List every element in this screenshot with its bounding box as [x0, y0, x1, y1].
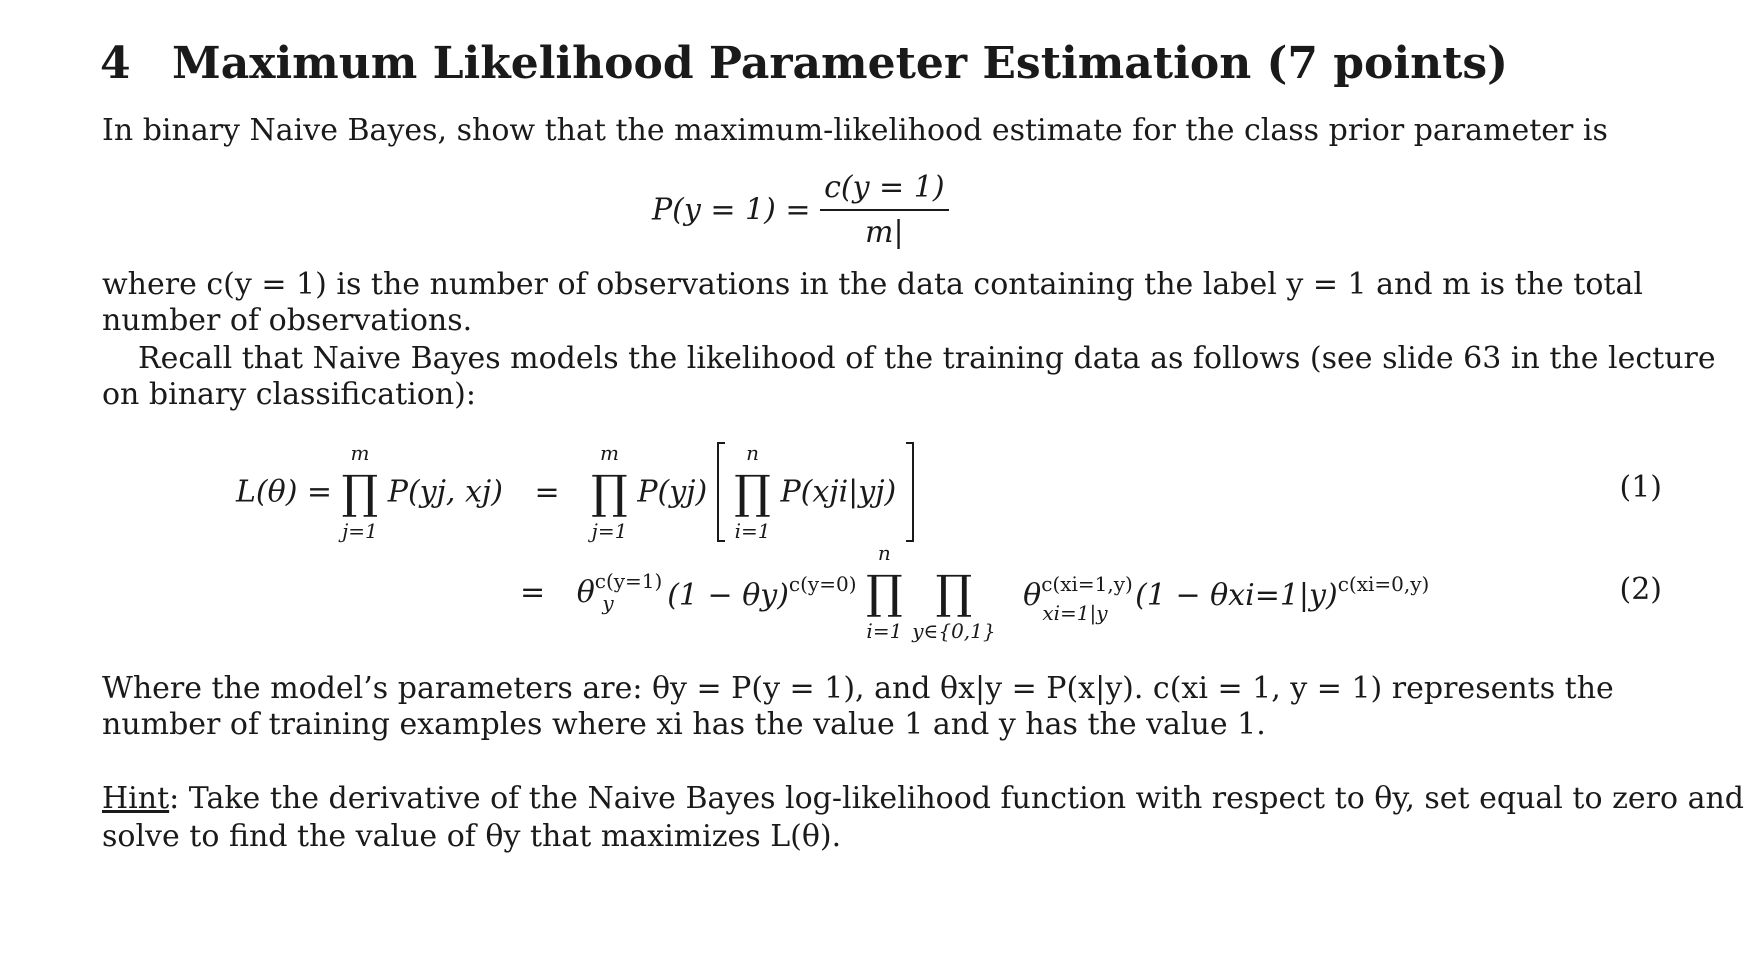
- prior-fraction: [820, 170, 948, 250]
- product-j-symbol: [342, 440, 379, 544]
- hint-line-1: [102, 778, 1744, 820]
- product-sign: ∏: [591, 465, 628, 519]
- where-line-2: number of observations.: [102, 303, 473, 338]
- prod-lower-limit: i=1: [734, 519, 771, 543]
- product-j-symbol-2: [591, 440, 628, 544]
- theta-exponent: c(y=1): [594, 569, 663, 593]
- hint-line-2: solve to find the value of θy that maximizes L(θ).: [102, 819, 842, 854]
- equation-1: [236, 440, 914, 544]
- theta-subscript: y: [602, 591, 614, 615]
- eq2-tail-exponent: c(xi=0,y): [1337, 571, 1430, 596]
- eq2-theta-y: [576, 569, 663, 615]
- right-bracket: [906, 442, 914, 542]
- recall-line-1: Recall that Naive Bayes models the likelihood of the training data as follows (see slide 63 in the lecture: [138, 341, 1716, 376]
- prod-lower-limit: j=1: [591, 519, 628, 543]
- prior-lhs: P(y = 1) =: [652, 192, 811, 228]
- section-title: Maximum Likelihood Parameter Estimation (7 points): [172, 38, 1508, 89]
- product-y-symbol: [912, 540, 995, 644]
- theta-symbol: θ: [1023, 577, 1042, 613]
- theta-subscript: xi=1|y: [1042, 601, 1108, 625]
- eq2-middle-base: (1 − θy): [667, 577, 789, 613]
- eq1-lhs: L(θ) =: [236, 474, 333, 510]
- equation-2: [520, 540, 1429, 644]
- product-i-symbol: [734, 440, 771, 544]
- prod-upper-limit: n: [746, 441, 760, 465]
- prod-upper-limit: m: [350, 441, 370, 465]
- intro-text: In binary Naive Bayes, show that the maximum-likelihood estimate for the class prior parameter is: [102, 113, 1608, 148]
- left-bracket: [717, 442, 725, 542]
- eq2-tail-base: (1 − θxi=1|y): [1135, 577, 1338, 613]
- prior-numerator: c(y = 1): [820, 170, 948, 211]
- prod-lower-limit: j=1: [342, 519, 378, 543]
- product-sign: ∏: [866, 565, 903, 619]
- section-number: 4: [100, 38, 131, 89]
- prod-upper-limit-empty: [912, 540, 995, 566]
- eq1-term2: P(yj): [637, 474, 708, 510]
- eq1-equals: =: [534, 474, 560, 510]
- theta-symbol: θ: [576, 575, 595, 610]
- prod-upper-limit: m: [600, 441, 619, 465]
- equation-number-1: (1): [1619, 470, 1662, 505]
- product-sign: ∏: [734, 465, 771, 519]
- prior-equation: [652, 170, 949, 250]
- eq2-equals: =: [520, 574, 546, 610]
- where-line-1: where c(y = 1) is the number of observations in the data containing the label y = 1 and m is the total: [102, 267, 1643, 302]
- prod-lower-limit: i=1: [866, 619, 903, 643]
- theta-exponent: c(xi=1,y): [1041, 571, 1133, 596]
- recall-line-2: on binary classification):: [102, 377, 476, 412]
- product-i-symbol-2: [866, 540, 903, 644]
- prod-lower-limit: y∈{0,1}: [912, 619, 996, 643]
- eq1-term3: P(xji|yj): [780, 474, 897, 510]
- prior-denominator: m|: [865, 215, 904, 250]
- product-sign: ∏: [935, 565, 973, 619]
- equation-number-2: (2): [1619, 572, 1662, 607]
- product-sign: ∏: [341, 465, 379, 519]
- params-line-1: Where the model’s parameters are: θy = P(y = 1), and θx|y = P(x|y). c(xi = 1, y = 1) represents the: [102, 671, 1614, 706]
- eq2-tail: [1135, 571, 1430, 613]
- eq2-middle-exponent: c(y=0): [788, 571, 857, 596]
- section-heading: [100, 38, 1508, 89]
- hint-text-1: : Take the derivative of the Naive Bayes log-likelihood function with respect to θy, set equal to zero and: [169, 781, 1744, 816]
- hint-label: Hint: [102, 781, 170, 816]
- eq2-middle: [667, 571, 857, 613]
- params-line-2: number of training examples where xi has the value 1 and y has the value 1.: [102, 707, 1266, 742]
- prod-upper-limit: n: [877, 541, 891, 565]
- eq1-term1: P(yj, xj): [387, 474, 503, 510]
